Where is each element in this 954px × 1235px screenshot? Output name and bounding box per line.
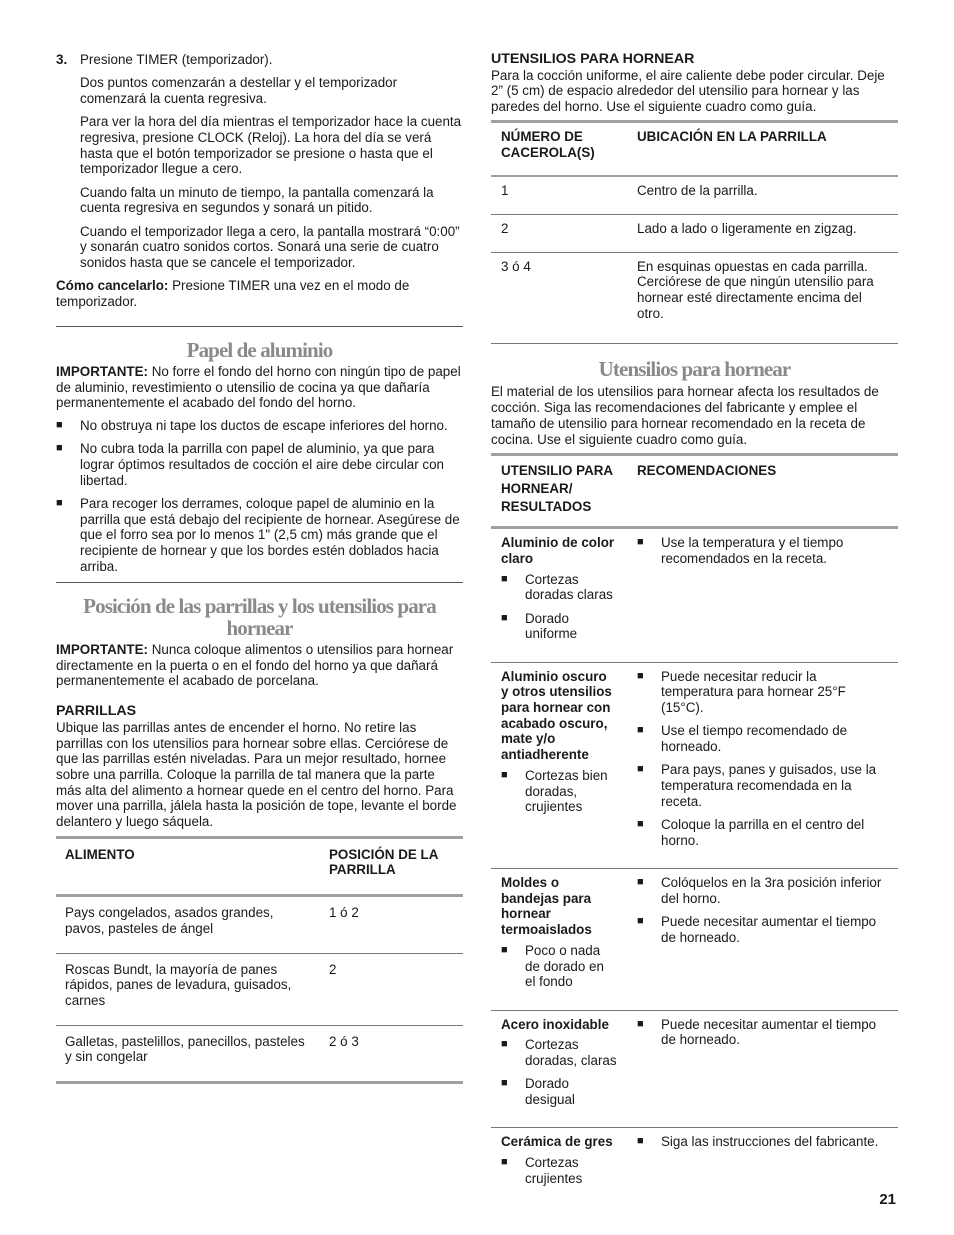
table-cell	[627, 662, 898, 868]
recommendations-list	[637, 1017, 888, 1048]
important-label: IMPORTANTE:	[56, 642, 148, 658]
list-item	[56, 418, 463, 434]
bullet-text: No cubra toda la parrilla con papel de aluminio, ya que para lograr óptimos resultados de cocción el aire debe circular con libertad.	[80, 441, 444, 488]
table-row	[56, 896, 463, 953]
recommendations-list	[637, 535, 888, 566]
table-row	[491, 1010, 898, 1128]
material-label: Acero inoxidable	[501, 1016, 609, 1032]
important-text: Nunca coloque alimentos o utensilios para hornear directamente en la puerta o en el fondo del horno ya que dañará permanentemente el acabado de porcelana.	[56, 642, 454, 689]
important-text: No forre el fondo del horno con ningún tipo de papel de aluminio, revestimiento o utensilio de cocina ya que dañaría permanentemente el acabado del fondo del horno.	[56, 363, 461, 411]
table-cell: Roscas Bundt, la mayoría de panes rápidos, panes de levadura, guisados, carnes	[65, 961, 292, 1008]
list-item	[637, 762, 888, 809]
table-cell: 2	[501, 220, 509, 236]
list-item	[501, 943, 617, 990]
square-bullet-icon: ■	[501, 572, 508, 585]
bullet-text: Cortezas bien doradas, crujientes	[525, 767, 608, 815]
bullet-text: Use la temperatura y el tiempo recomendados en la receta.	[661, 535, 844, 566]
table-header-row	[491, 455, 898, 528]
table-cell: 3 ó 4	[501, 258, 531, 274]
square-bullet-icon: ■	[56, 442, 63, 455]
timer-paragraph: Cuando el temporizador llega a cero, la pantalla mostrará “0:00” y sonarán cuatro sonidos cortos. Sonará una serie de cuatro sonidos hasta que se cancele el temporizador.	[80, 223, 460, 271]
bullet-text: Para recoger los derrames, coloque papel de aluminio en la parrilla que está debajo del recipiente de hornear. Asegúrese de que el forro sea por lo menos 1" (2,5 cm) más grande que el recipiente de hornear y que los bordes estén doblados hacia arriba.	[80, 495, 460, 574]
list-item	[501, 768, 617, 815]
table-cell: 1 ó 2	[329, 905, 359, 921]
list-item	[637, 817, 888, 848]
square-bullet-icon: ■	[637, 536, 644, 549]
timer-paragraph: Para ver la hora del día mientras el temporizador hace la cuenta regresiva, presione CLOCK (Reloj). La hora del día se verá hasta que el botón temporizador se presione o hasta que el temporizador llegue a cero.	[80, 114, 462, 177]
table-row	[491, 176, 898, 214]
square-bullet-icon: ■	[56, 418, 63, 431]
square-bullet-icon: ■	[637, 876, 644, 889]
recommendations-list	[637, 875, 888, 945]
table-row	[491, 214, 898, 252]
results-list	[501, 768, 617, 815]
list-item	[637, 669, 888, 716]
bullet-text: Use el tiempo recomendado de horneado.	[661, 723, 848, 755]
square-bullet-icon: ■	[501, 611, 508, 624]
results-list	[501, 1037, 617, 1107]
square-bullet-icon: ■	[501, 1038, 508, 1051]
bullet-text: Coloque la parrilla en el centro del horno.	[661, 817, 865, 848]
section-title-foil: Papel de aluminio	[186, 337, 333, 362]
list-item	[501, 1076, 617, 1107]
list-item	[501, 1037, 617, 1068]
bullet-text: Siga las instrucciones del fabricante.	[661, 1134, 879, 1150]
table-row	[491, 528, 898, 662]
list-item	[56, 496, 463, 575]
table-cell	[627, 1128, 898, 1206]
recommendations-list	[637, 1134, 888, 1150]
important-label: IMPORTANTE:	[56, 363, 148, 379]
timer-step	[56, 52, 463, 278]
list-item	[501, 611, 617, 642]
table-cell: Pays congelados, asados grandes, pavos, pasteles de ángel	[65, 905, 274, 936]
table-cell: Lado a lado o ligeramente en zigzag.	[637, 220, 857, 236]
material-label: Cerámica de gres	[501, 1134, 613, 1150]
table-header-row	[56, 837, 463, 895]
table-cell: 1	[501, 183, 509, 199]
list-item	[56, 441, 463, 488]
square-bullet-icon: ■	[501, 768, 508, 781]
list-item	[637, 1017, 888, 1048]
list-item	[501, 1155, 617, 1186]
list-item	[637, 723, 888, 754]
square-bullet-icon: ■	[637, 669, 644, 682]
racks-text: Ubique las parrillas antes de encender el horno. No retire las parrillas con los utensilios para hornear sobre ellas. Cerciórese de que las parrillas estén niveladas. Para un mejor resultado, hornee sobre una parrilla. Coloque la parrilla de tal manera que la parte más alta del alimento a hornear quede en el centro del horno. Para mover una parrilla, jálela hasta la posición de tope, levante el borde delantero y luego sáquela.	[56, 719, 457, 830]
column-header: NÚMERO DE CACEROLA(S)	[501, 128, 595, 160]
square-bullet-icon: ■	[637, 763, 644, 776]
square-bullet-icon: ■	[637, 818, 644, 831]
racks-heading: PARRILLAS	[56, 703, 137, 720]
bullet-text: Cortezas crujientes	[525, 1154, 583, 1186]
list-item	[637, 535, 888, 566]
table-cell	[627, 528, 898, 662]
material-label: Moldes o bandejas para hornear termoaislados	[501, 875, 592, 938]
right-column	[491, 52, 898, 1206]
positions-important	[56, 642, 463, 689]
food-position-table	[56, 836, 463, 1084]
cancel-note	[56, 278, 463, 309]
cancel-label: Cómo cancelarlo:	[56, 278, 169, 294]
list-item	[501, 572, 617, 603]
bakeware-recommendations-table	[491, 453, 898, 1206]
results-list	[501, 572, 617, 642]
table-cell: 2	[329, 961, 337, 977]
table-row	[56, 1025, 463, 1082]
square-bullet-icon: ■	[637, 915, 644, 928]
bullet-text: No obstruya ni tape los ductos de escape inferiores del horno.	[80, 417, 448, 433]
table-cell	[491, 869, 627, 1011]
table-cell	[627, 1010, 898, 1128]
table-header-row	[491, 121, 898, 176]
table-cell: En esquinas opuestas en cada parrilla. Cerciórese de que ningún utensilio para hornear esté directamente encima del otro.	[637, 258, 874, 321]
table-cell: 2 ó 3	[329, 1033, 359, 1049]
bullet-text: Poco o nada de dorado en el fondo	[525, 942, 604, 990]
foil-important	[56, 364, 463, 411]
table-row	[491, 1128, 898, 1206]
foil-bullet-list	[56, 418, 463, 575]
square-bullet-icon: ■	[501, 1155, 508, 1168]
list-item	[637, 914, 888, 945]
section-title-positions: Posición de las parrillas y los utensilios para hornear	[83, 594, 436, 641]
divider	[56, 326, 463, 327]
column-header: UBICACIÓN EN LA PARRILLA	[637, 128, 827, 144]
cancel-text: Presione TIMER una vez en el modo de temporizador.	[56, 278, 410, 310]
results-list	[501, 943, 617, 990]
square-bullet-icon: ■	[637, 1017, 644, 1030]
timer-paragraph: Cuando falta un minuto de tiempo, la pantalla comenzará la cuenta regresiva en segundos y sonará un pitido.	[80, 184, 434, 216]
bullet-text: Puede necesitar reducir la temperatura para hornear 25°F (15°C).	[661, 668, 846, 716]
timer-paragraph: Dos puntos comenzarán a destellar y el temporizador comenzará la cuenta regresiva.	[80, 75, 398, 106]
table-row	[491, 662, 898, 868]
bakeware-placement-text: Para la cocción uniforme, el aire caliente debe poder circular. Deje 2” (5 cm) de espacio alrededor del utensilio para hornear y las paredes del horno. Use el siguiente cuadro como guía.	[491, 67, 885, 115]
list-item	[637, 1134, 888, 1150]
square-bullet-icon: ■	[501, 1077, 508, 1090]
bullet-text: Puede necesitar aumentar el tiempo de horneado.	[661, 1016, 877, 1048]
column-header: RECOMENDACIONES	[637, 463, 777, 479]
material-label: Aluminio de color claro	[501, 535, 615, 566]
square-bullet-icon: ■	[501, 943, 508, 956]
results-list	[501, 1155, 617, 1186]
page-number: 21	[879, 1191, 896, 1208]
square-bullet-icon: ■	[637, 724, 644, 737]
bullet-text: Colóquelos en la 3ra posición inferior del horno.	[661, 875, 882, 906]
material-label: Aluminio oscuro y otros utensilios para hornear con acabado oscuro, mate y/o antiadherente	[501, 668, 612, 763]
table-cell	[491, 1128, 627, 1206]
table-cell	[627, 869, 898, 1011]
table-cell	[491, 1010, 627, 1128]
table-cell	[491, 528, 627, 662]
square-bullet-icon: ■	[637, 1135, 644, 1148]
table-row	[56, 953, 463, 1025]
table-cell: Galletas, pastelillos, panecillos, pasteles y sin congelar	[65, 1033, 305, 1065]
bullet-text: Cortezas doradas claras	[525, 571, 613, 603]
bullet-text: Puede necesitar aumentar el tiempo de horneado.	[661, 914, 877, 945]
bullet-text: Para pays, panes y guisados, use la temperatura recomendada en la receta.	[661, 762, 877, 809]
bakeware-intro: El material de los utensilios para hornear afecta los resultados de cocción. Siga las recomendaciones del fabricante y emplee el tamaño de utensilio para hornear recomendado en la receta de cocina. Use el siguiente cuadro como guía.	[491, 384, 879, 447]
section-title-bakeware: Utensilios para hornear	[598, 357, 791, 382]
left-column	[56, 52, 463, 1084]
bullet-text: Dorado desigual	[525, 1076, 575, 1107]
bullet-text: Dorado uniforme	[525, 610, 578, 642]
column-header: ALIMENTO	[65, 846, 135, 862]
table-cell	[491, 662, 627, 868]
step-number: 3.	[56, 52, 68, 67]
table-row	[491, 869, 898, 1011]
column-header: UTENSILIO PARA HORNEAR/ RESULTADOS	[501, 463, 613, 515]
divider	[56, 582, 463, 583]
table-row	[491, 252, 898, 344]
square-bullet-icon: ■	[56, 496, 63, 509]
bullet-text: Cortezas doradas, claras	[525, 1037, 617, 1068]
recommendations-list	[637, 669, 888, 849]
pan-placement-table	[491, 120, 898, 345]
table-cell: Centro de la parrilla.	[637, 183, 758, 199]
list-item	[637, 875, 888, 906]
bakeware-placement-heading: UTENSILIOS PARA HORNEAR	[491, 51, 695, 67]
step-title: Presione TIMER (temporizador).	[80, 52, 273, 67]
column-header: POSICIÓN DE LA PARRILLA	[329, 846, 438, 878]
